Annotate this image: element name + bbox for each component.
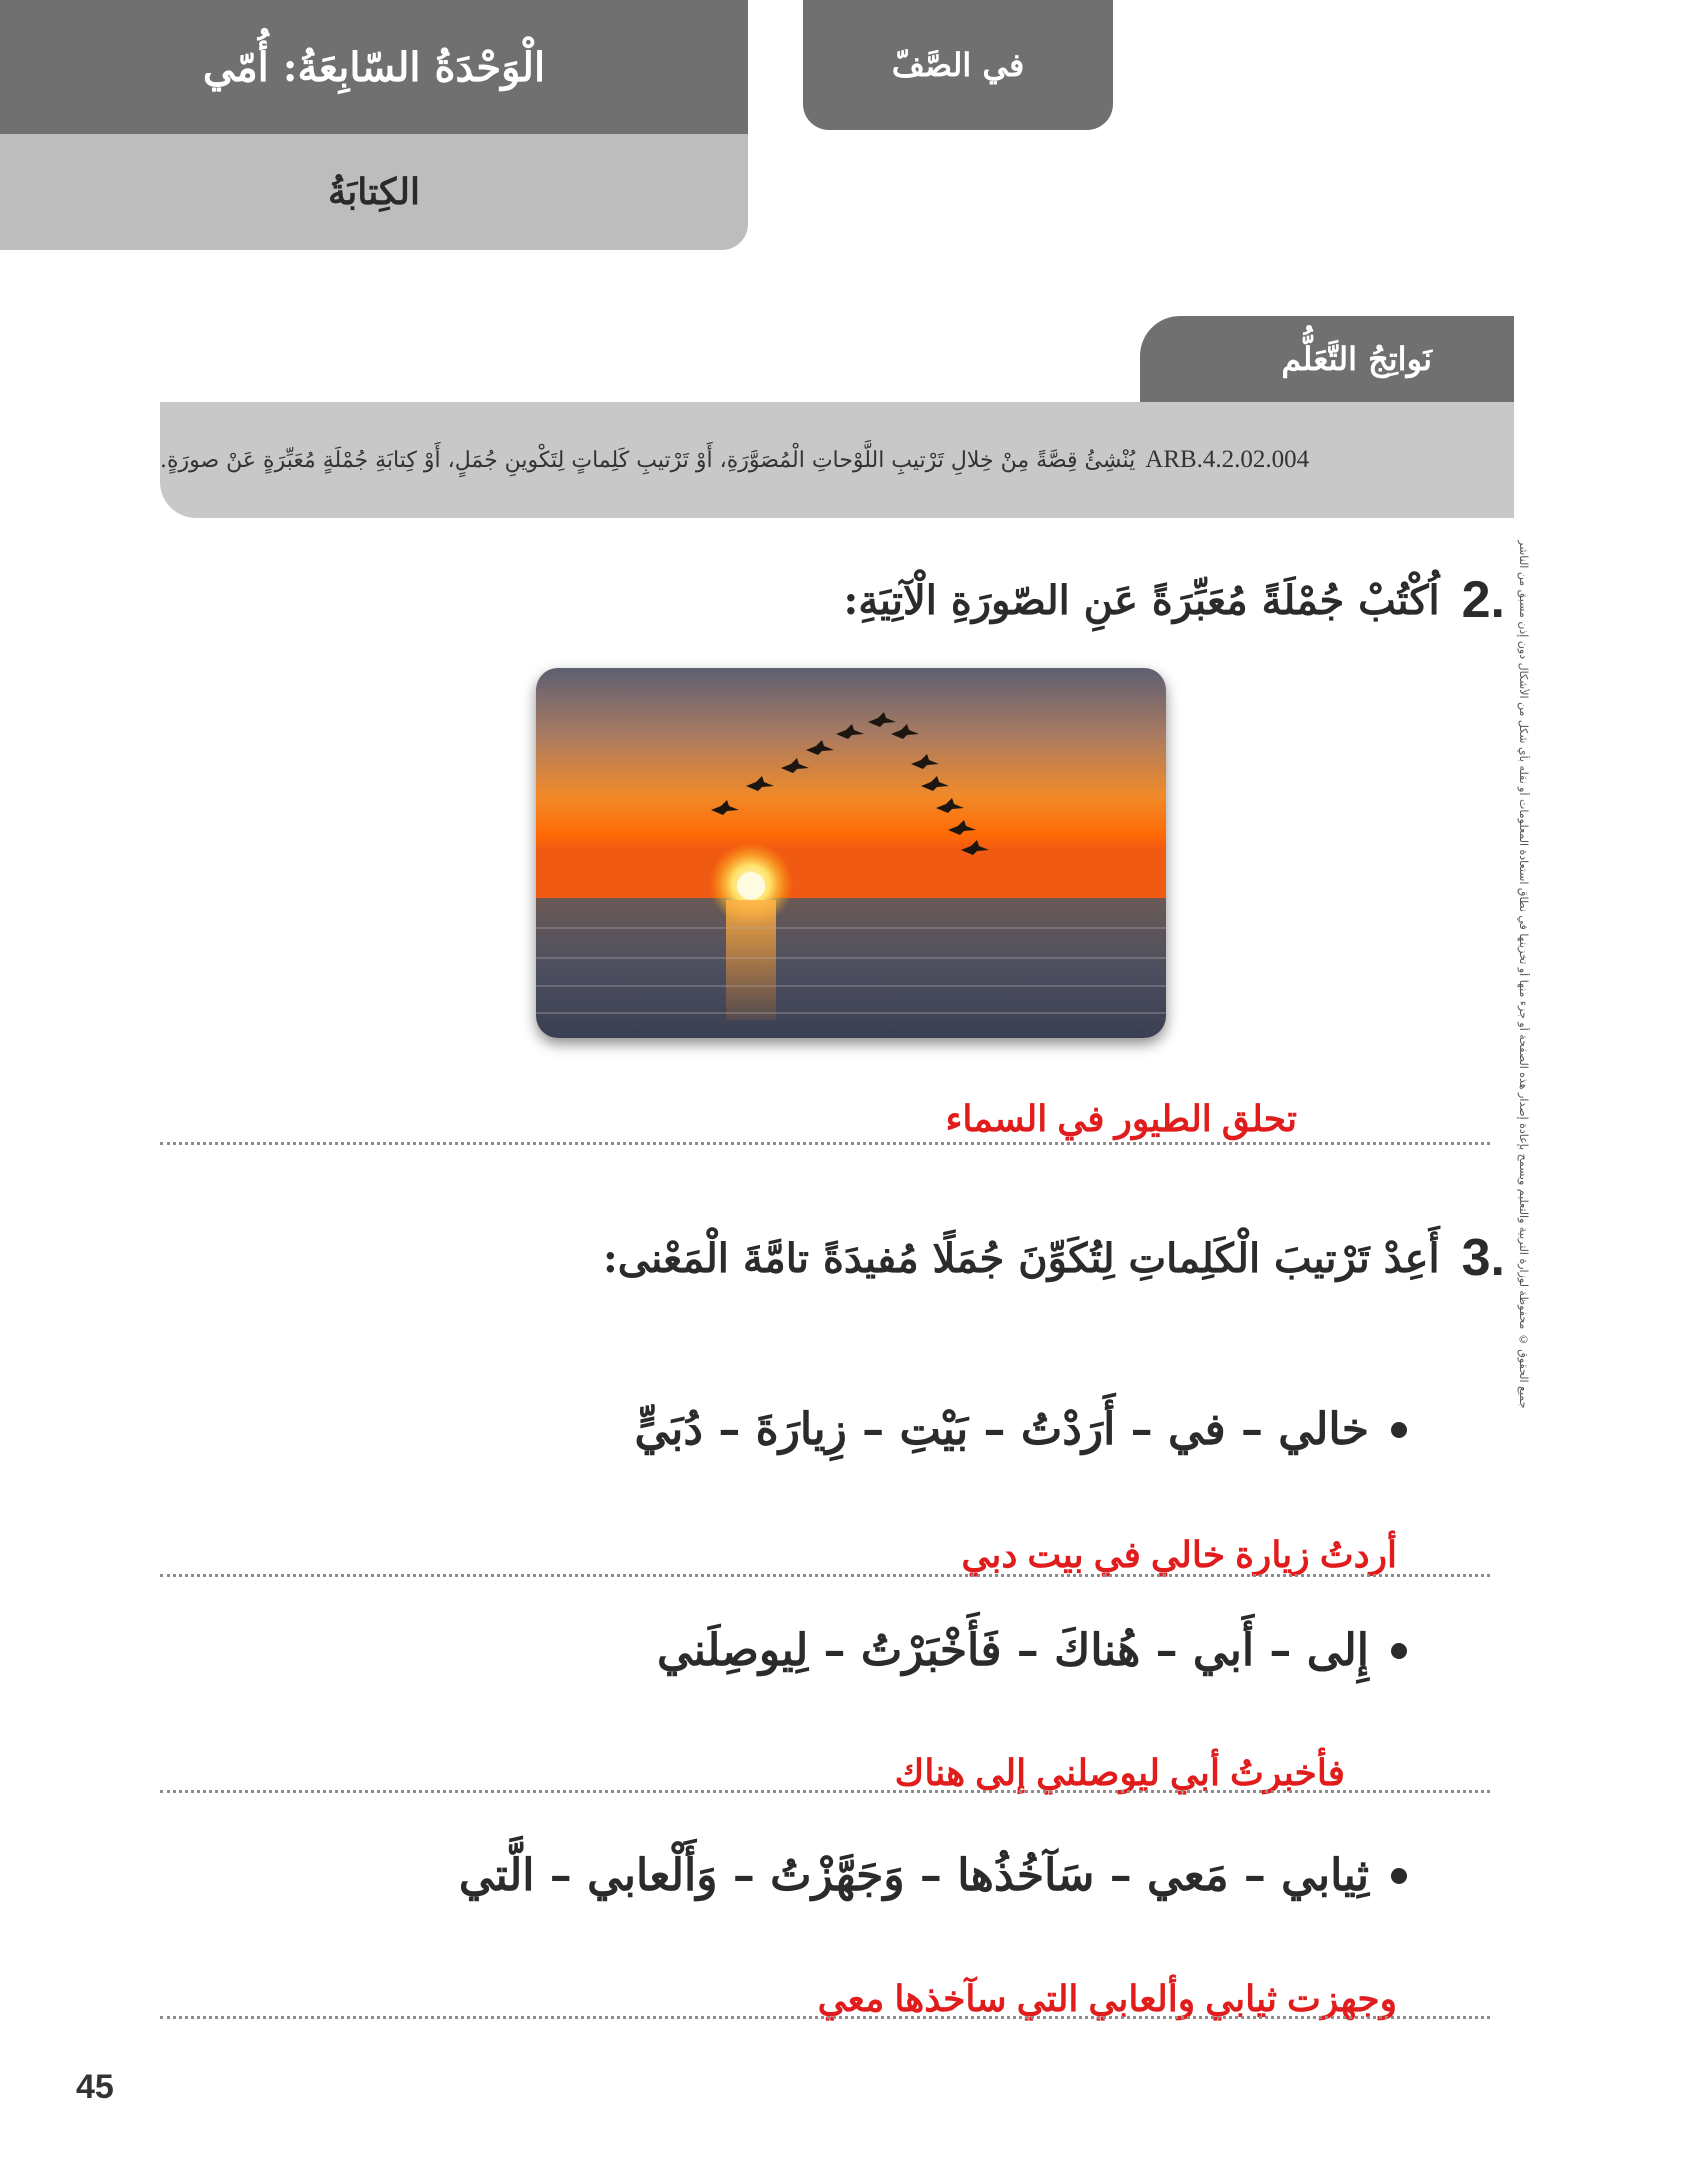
- question-3-text: أَعِدْ تَرْتيبَ الْكَلِماتِ لِتُكَوِّنَ جُمَلًا مُفيدَةً تامَّةَ الْمَعْنى:: [603, 1234, 1440, 1282]
- answer-line: [160, 1790, 1490, 1793]
- question-2-text: اُكْتُبْ جُمْلَةً مُعَبِّرَةً عَنِ الصّورَةِ الْآتِيَةِ:: [843, 576, 1440, 624]
- learning-outcomes-title: نَواتِجُ التَّعَلُّم: [1140, 316, 1514, 402]
- bullet: [1391, 1643, 1407, 1659]
- list-item: [459, 1850, 1407, 1901]
- answer-line: [160, 1574, 1490, 1577]
- page-number: 45: [76, 2068, 114, 2106]
- outcome-text: يُنْشِئُ قِصَّةً مِنْ خِلالِ تَرْتيبِ اللَّوْحاتِ الْمُصَوَّرَةِ، أَوْ تَرْتيبِ كَلِماتٍ لِتَكْوينِ جُمَلٍ، أَوْ كِتابَةِ جُمْلَةٍ مُعَبِّرَةٍ عَنْ صورَةٍ.: [160, 447, 1136, 473]
- outcome-code: ARB.4.2.02.004: [1145, 446, 1310, 473]
- bullet: [1391, 1422, 1407, 1438]
- sunset-birds-image: [536, 668, 1166, 1038]
- scrambled-words: ثِيابي – مَعي – سَآخُذُها – وَجَهَّزْتُ – وَأَلْعابي – الَّتي: [458, 1850, 1369, 1901]
- question-3: [603, 1228, 1505, 1288]
- answer-line: [160, 2016, 1490, 2019]
- list-item: [657, 1625, 1407, 1676]
- scrambled-words: خالي – في – أَرَدْتُ – بَيْتِ – زِيارَةَ – دُبَيٍّ: [634, 1404, 1369, 1455]
- item-answer: أردتُ زيارة خالي في بيت دبي: [961, 1534, 1397, 1575]
- answer-line: [160, 1142, 1490, 1145]
- question-3-number: 3.: [1461, 1229, 1505, 1287]
- question-2-answer: تحلق الطيور في السماء: [945, 1098, 1297, 1139]
- question-2: [844, 570, 1505, 630]
- bullet: [1391, 1868, 1407, 1884]
- list-item: [634, 1404, 1407, 1455]
- class-tab: في الصَّفّ: [803, 0, 1113, 130]
- learning-outcomes-box: [160, 402, 1514, 518]
- copyright-note: جميع الحقوق © محفوظة لوزارة التربية والتعليم ويسمح بإعادة إصدار هذه الصفحة أو جزء منها أو تخزينها في نطاق استعادة المعلومات أو نقله بأي شكل من الأشكال دون إذن مسبق من الناشر: [1517, 540, 1530, 1409]
- item-answer: وجهزت ثيابي وألعابي التي سآخذها معي: [817, 1978, 1397, 2019]
- unit-title: الْوَحْدَةُ السّابِعَةُ: أُمّي: [0, 0, 748, 134]
- section-title: الكِتابَةُ: [0, 134, 748, 250]
- question-2-number: 2.: [1461, 571, 1505, 629]
- scrambled-words: إِلى – أَبي – هُناكَ – فَأَخْبَرْتُ – لِيوصِلَني: [656, 1625, 1369, 1676]
- item-answer: فأخبرتُ أبي ليوصلني إلى هناك: [894, 1752, 1345, 1793]
